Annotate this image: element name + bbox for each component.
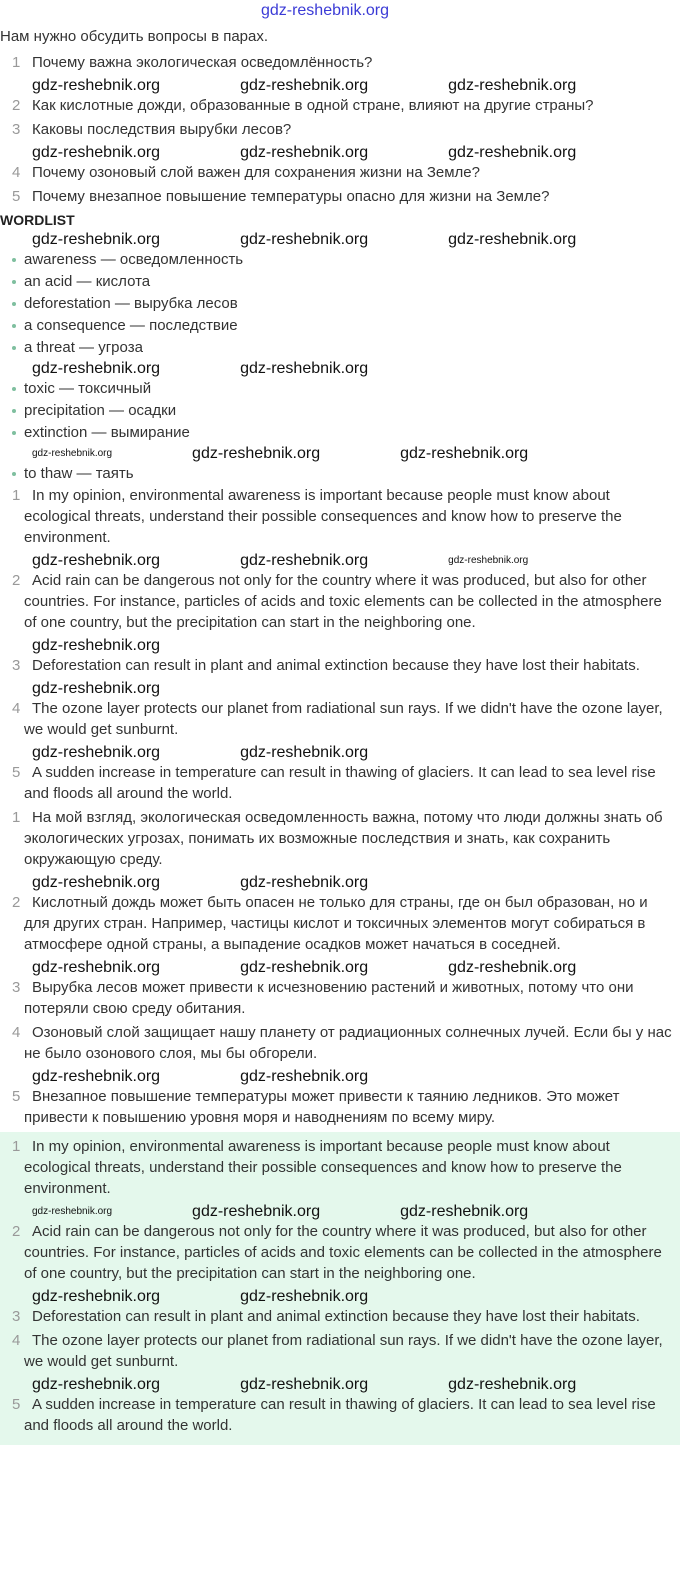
wordlist-item: awareness — осведомленность	[24, 249, 680, 271]
item-text: Кислотный дождь может быть опасен не только для страны, где он был образован, но и для других стран. Например, частицы кислот и токсичных элементов могут собираться в атмосфере одной страны, а выпадение осадков может начаться в соседней.	[24, 894, 648, 953]
watermark-text: gdz-reshebnik.org	[240, 1068, 369, 1085]
item-text: Почему внезапное повышение температуры опасно для жизни на Земле?	[32, 188, 550, 205]
item-text: Deforestation can result in plant and animal extinction because they have lost their habitats.	[32, 1308, 640, 1325]
item-number: 2	[12, 1223, 21, 1240]
answer-item	[12, 570, 672, 633]
watermark-text: gdz-reshebnik.org	[32, 874, 161, 891]
watermark-row	[0, 551, 680, 570]
watermark-row	[0, 636, 680, 655]
watermark-text: gdz-reshebnik.org	[240, 744, 369, 761]
watermark-text: gdz-reshebnik.org	[240, 77, 369, 94]
watermark-text: gdz-reshebnik.org	[32, 1068, 161, 1085]
item-text: Как кислотные дожди, образованные в одной стране, влияют на другие страны?	[32, 97, 594, 114]
item-text: Каковы последствия вырубки лесов?	[32, 121, 292, 138]
watermark-text: gdz-reshebnik.org	[448, 77, 577, 94]
intro-text: Нам нужно обсудить вопросы в парах.	[0, 28, 269, 45]
item-number: 5	[12, 188, 21, 205]
item-text: Почему озоновый слой важен для сохранения жизни на Земле?	[32, 164, 480, 181]
watermark-text: gdz-reshebnik.org	[400, 445, 529, 462]
wordlist-item: a threat — угроза	[24, 337, 680, 359]
watermark-text: gdz-reshebnik.org	[32, 360, 161, 377]
item-number: 4	[12, 700, 21, 717]
watermark-row	[0, 958, 680, 977]
watermark-text: gdz-reshebnik.org	[32, 144, 161, 161]
watermark-text: gdz-reshebnik.org	[32, 77, 161, 94]
item-text: Внезапное повышение температуры может привести к таянию ледников. Это может привести к повышению уровня моря и наводнениям по всему миру.	[24, 1088, 620, 1126]
wordlist-item: toxic — токсичный	[24, 378, 680, 400]
watermark-row	[0, 1202, 680, 1221]
wordlist-item: deforestation — вырубка лесов	[24, 293, 680, 315]
watermark-text: gdz-reshebnik.org	[32, 1206, 113, 1217]
answer-item	[12, 485, 672, 548]
wordlist-title: WORDLIST	[0, 212, 75, 228]
watermark-text: gdz-reshebnik.org	[32, 637, 161, 654]
watermark-text: gdz-reshebnik.org	[240, 231, 369, 248]
item-number: 2	[12, 97, 21, 114]
item-text: The ozone layer protects our planet from radiational sun rays. If we didn't have the ozone layer, we would get sunburnt.	[24, 700, 663, 738]
watermark-text: gdz-reshebnik.org	[192, 445, 321, 462]
watermark-text: gdz-reshebnik.org	[32, 680, 161, 697]
item-text: Acid rain can be dangerous not only for the country where it was produced, but also for other countries. For instance, particles of acids and toxic elements can be collected in the atmosphere of one country, but the precipitation can start in the neighboring one.	[24, 572, 662, 631]
wordlist-item: extinction — вымирание	[24, 422, 680, 444]
item-number: 4	[12, 164, 21, 181]
watermark-text: gdz-reshebnik.org	[32, 448, 113, 459]
watermark-text: gdz-reshebnik.org	[32, 959, 161, 976]
item-number: 3	[12, 121, 21, 138]
item-number: 5	[12, 764, 21, 781]
answer-item-ru	[12, 977, 672, 1019]
item-text: In my opinion, environmental awareness is important because people must know about ecological threats, understand their possible consequences and know how to preserve the environment.	[24, 487, 622, 546]
watermark-row	[0, 230, 680, 249]
answer-item-highlighted	[12, 1394, 672, 1436]
item-text: A sudden increase in temperature can result in thawing of glaciers. It can lead to sea level rise and floods all around the world.	[24, 764, 656, 802]
question-item	[12, 119, 672, 140]
answer-item-ru	[12, 807, 672, 870]
item-number: 3	[12, 1308, 21, 1325]
watermark-text: gdz-reshebnik.org	[448, 1376, 577, 1393]
watermark-text: gdz-reshebnik.org	[240, 1376, 369, 1393]
answer-item	[12, 762, 672, 804]
item-number: 4	[12, 1024, 21, 1041]
watermark-text: gdz-reshebnik.org	[32, 1288, 161, 1305]
watermark-row	[0, 1287, 680, 1306]
watermark-text: gdz-reshebnik.org	[240, 874, 369, 891]
answer-item-ru	[12, 1022, 672, 1064]
item-number: 3	[12, 657, 21, 674]
item-text: The ozone layer protects our planet from radiational sun rays. If we didn't have the ozone layer, we would get sunburnt.	[24, 1332, 663, 1370]
watermark-row	[0, 359, 680, 378]
watermark-row	[0, 76, 680, 95]
watermark-text: gdz-reshebnik.org	[192, 1203, 321, 1220]
answer-item-ru	[12, 892, 672, 955]
answer-item-highlighted	[12, 1136, 672, 1199]
item-text: Вырубка лесов может привести к исчезновению растений и животных, потому что они потеряли свою среду обитания.	[24, 979, 634, 1017]
wordlist-item: a consequence — последствие	[24, 315, 680, 337]
question-item	[12, 162, 672, 183]
item-text: A sudden increase in temperature can result in thawing of glaciers. It can lead to sea level rise and floods all around the world.	[24, 1396, 656, 1434]
question-item	[12, 52, 672, 73]
watermark-row	[0, 873, 680, 892]
watermark-text: gdz-reshebnik.org	[240, 1288, 369, 1305]
watermark-text: gdz-reshebnik.org	[32, 1376, 161, 1393]
watermark-row	[0, 1067, 680, 1086]
item-text: In my opinion, environmental awareness is important because people must know about ecological threats, understand their possible consequences and know how to preserve the environment.	[24, 1138, 622, 1197]
watermark-row	[0, 743, 680, 762]
watermark-text: gdz-reshebnik.org	[448, 555, 529, 566]
watermark-row	[0, 1375, 680, 1394]
watermark-text: gdz-reshebnik.org	[32, 231, 161, 248]
item-number: 1	[12, 809, 21, 826]
answer-item-ru	[12, 1086, 672, 1128]
item-text: Acid rain can be dangerous not only for the country where it was produced, but also for other countries. For instance, particles of acids and toxic elements can be collected in the atmosphere of one country, but the precipitation can start in the neighboring one.	[24, 1223, 662, 1282]
question-item	[12, 95, 672, 116]
item-number: 5	[12, 1088, 21, 1105]
wordlist-item: precipitation — осадки	[24, 400, 680, 422]
watermark-text: gdz-reshebnik.org	[240, 360, 369, 377]
item-number: 1	[12, 487, 21, 504]
answer-item	[12, 698, 672, 740]
item-text: Озоновый слой защищает нашу планету от радиационных солнечных лучей. Если бы у нас не было озонового слоя, мы бы обгорели.	[24, 1024, 672, 1062]
wordlist-item: to thaw — таять	[24, 463, 680, 485]
item-text: Почему важна экологическая осведомлённость?	[32, 54, 373, 71]
item-number: 5	[12, 1396, 21, 1413]
watermark-text: gdz-reshebnik.org	[240, 552, 369, 569]
site-header-watermark: gdz-reshebnik.org	[260, 2, 390, 19]
item-number: 1	[12, 54, 21, 71]
watermark-text: gdz-reshebnik.org	[448, 959, 577, 976]
watermark-text: gdz-reshebnik.org	[448, 144, 577, 161]
watermark-row	[0, 679, 680, 698]
item-number: 3	[12, 979, 21, 996]
question-item	[12, 186, 672, 207]
answer-item-highlighted	[12, 1221, 672, 1284]
watermark-text: gdz-reshebnik.org	[32, 744, 161, 761]
item-text: Deforestation can result in plant and animal extinction because they have lost their habitats.	[32, 657, 640, 674]
item-number: 2	[12, 894, 21, 911]
watermark-text: gdz-reshebnik.org	[448, 231, 577, 248]
item-number: 1	[12, 1138, 21, 1155]
item-number: 2	[12, 572, 21, 589]
item-text: На мой взгляд, экологическая осведомленность важна, потому что люди должны знать об экологических угрозах, понимать их возможные последствия и знать, как сохранить окружающую среду.	[24, 809, 663, 868]
wordlist-item: an acid — кислота	[24, 271, 680, 293]
answer-item-highlighted	[12, 1330, 672, 1372]
watermark-text: gdz-reshebnik.org	[240, 959, 369, 976]
item-number: 4	[12, 1332, 21, 1349]
watermark-row	[0, 444, 680, 463]
document-body	[0, 52, 680, 1445]
highlighted-answer-block	[0, 1132, 680, 1445]
watermark-text: gdz-reshebnik.org	[400, 1203, 529, 1220]
answer-item-highlighted	[12, 1306, 672, 1327]
answer-item	[12, 655, 672, 676]
watermark-text: gdz-reshebnik.org	[240, 144, 369, 161]
watermark-row	[0, 143, 680, 162]
watermark-text: gdz-reshebnik.org	[32, 552, 161, 569]
